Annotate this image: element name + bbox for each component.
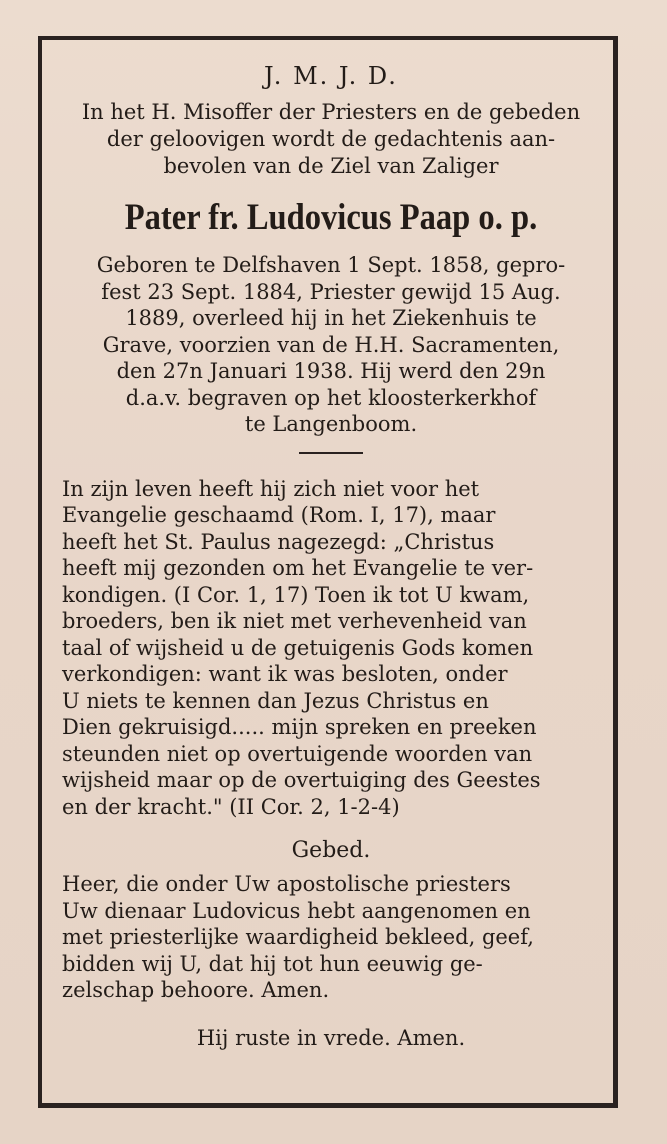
quote-line: steunden niet op overtuigende woorden van bbox=[62, 741, 533, 766]
quote-line: en der kracht." (II Cor. 2, 1-2-4) bbox=[62, 794, 400, 819]
prayer-line: met priesterlijke waardigheid bekleed, geef, bbox=[62, 925, 534, 949]
prayer-line: Uw dienaar Ludovicus hebt aangenomen en bbox=[62, 898, 531, 923]
intro-line: bevolen van de Ziel van Zaliger bbox=[163, 154, 499, 178]
card-content bbox=[52, 54, 610, 1051]
scripture-quote bbox=[52, 476, 610, 821]
quote-line: wijsheid maar op de overtuiging des Geestes bbox=[62, 768, 541, 792]
quote-line: Evangelie geschaamd (Rom. I, 17), maar bbox=[62, 503, 496, 527]
quote-line: heeft mij gezonden om het Evangelie te ver- bbox=[62, 556, 534, 580]
biography bbox=[52, 252, 610, 438]
quote-line: heeft het St. Paulus nagezegd: „Christus bbox=[62, 529, 495, 554]
quote-line: taal of wijsheid u de getuigenis Gods komen bbox=[62, 635, 534, 660]
divider bbox=[299, 452, 363, 454]
bio-line: 1889, overleed hij in het Ziekenhuis te bbox=[125, 306, 537, 330]
bio-line: te Langenboom. bbox=[244, 412, 418, 436]
header-initials: J. M. J. D. bbox=[264, 62, 398, 90]
prayer-title: Gebed. bbox=[291, 838, 371, 863]
bio-line: d.a.v. begraven op het kloosterkerkhof bbox=[125, 385, 537, 410]
prayer-line: bidden wij U, dat hij tot hun eeuwig ge- bbox=[62, 951, 483, 976]
quote-line: U niets te kennen dan Jezus Christus en bbox=[62, 688, 489, 713]
prayer-line: Heer, die onder Uw apostolische priesters bbox=[62, 872, 511, 896]
intro-line: In het H. Misoffer der Priesters en de gebeden bbox=[81, 100, 581, 124]
bio-line: Geboren te Delfshaven 1 Sept. 1858, gepro- bbox=[96, 253, 566, 277]
quote-line: In zijn leven heeft hij zich niet voor het bbox=[62, 476, 480, 501]
closing-line: Hij ruste in vrede. Amen. bbox=[196, 1025, 466, 1050]
prayer-text bbox=[52, 871, 610, 1004]
quote-line: broeders, ben ik niet met verhevenheid van bbox=[62, 609, 527, 633]
bio-line: fest 23 Sept. 1884, Priester gewijd 15 Aug. bbox=[101, 279, 561, 304]
deceased-name: Pater fr. Ludovicus Paap o. p. bbox=[124, 197, 538, 238]
intro-line: der geloovigen wordt de gedachtenis aan- bbox=[106, 127, 556, 151]
quote-line: verkondigen: want ik was besloten, onder bbox=[62, 662, 508, 686]
quote-line: Dien gekruisigd..... mijn spreken en preeken bbox=[62, 715, 537, 739]
bio-line: Grave, voorzien van de H.H. Sacramenten, bbox=[102, 332, 560, 357]
bio-line: den 27n Januari 1938. Hij werd den 29n bbox=[116, 359, 546, 383]
prayer-line: zelschap behoore. Amen. bbox=[62, 978, 330, 1002]
quote-line: kondigen. (I Cor. 1, 17) Toen ik tot U kwam, bbox=[62, 582, 530, 607]
intro-text bbox=[52, 99, 610, 180]
